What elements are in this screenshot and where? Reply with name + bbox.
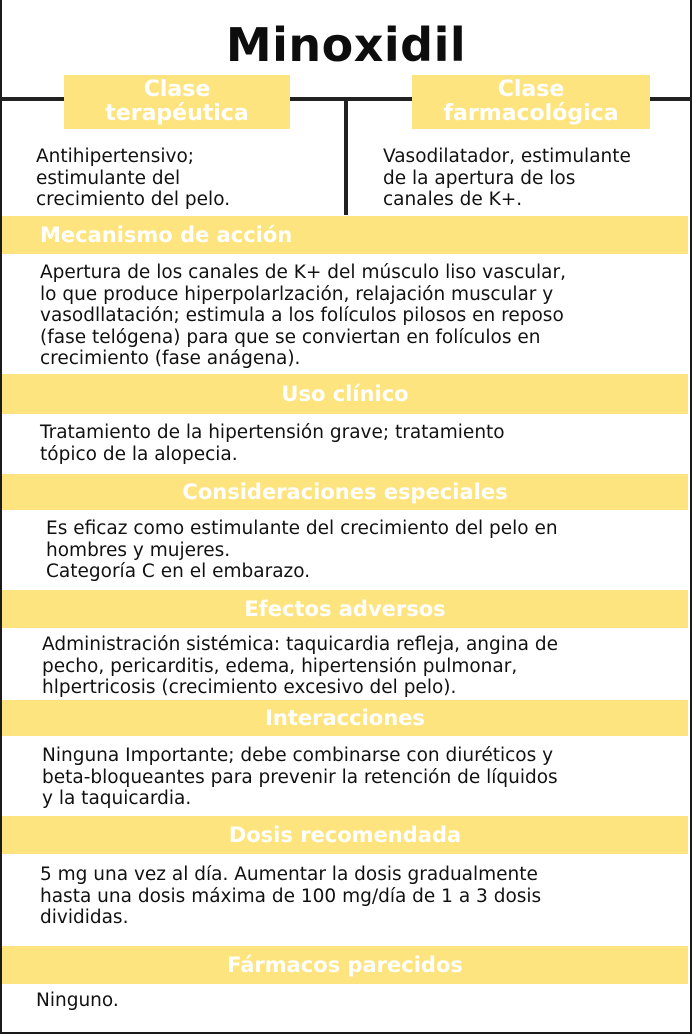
interacciones-text: Ninguna Importante; debe combinarse con diuréticos y beta-bloqueantes para prevenir la retención de líquidos y la taquicardia. [42,745,558,809]
dosis-label: Dosis recomendada [2,816,688,854]
uso-clinico-text: Tratamiento de la hipertensión grave; tratamiento tópico de la alopecia. [40,422,505,465]
column-divider [344,97,348,215]
mecanismo-text: Apertura de los canales de K+ del músculo liso vascular, lo que produce hiperpolarlzación, relajación muscular y vasodllatación; estimula a los folículos pilosos en reposo (fase telógena) para que se conviertan en folículos en crecimiento (fase anágena). [40,262,566,369]
consideraciones-text: Es eficaz como estimulante del crecimiento del pelo en hombres y mujeres. Categoría C en el embarazo. [46,518,558,582]
clase-farmacologica-label: Clase farmacológica [412,75,650,129]
farmacos-parecidos-text: Ninguno. [36,990,119,1011]
clase-terapeutica-label: Clase terapéutica [64,75,290,129]
clase-farmacologica-text: Vasodilatador, estimulante de la apertura de los canales de K+. [383,146,631,210]
dosis-text: 5 mg una vez al día. Aumentar la dosis gradualmente hasta una dosis máxima de 100 mg/día de 1 a 3 dosis divididas. [40,864,542,928]
efectos-adversos-text: Administración sistémica: taquicardia refleja, angina de pecho, pericarditis, edema, hipertensión pulmonar, hlpertricosis (crecimiento excesivo del pelo). [42,634,558,698]
clase-terapeutica-text: Antihipertensivo; estimulante del crecimiento del pelo. [36,146,231,210]
efectos-adversos-label: Efectos adversos [2,590,688,628]
uso-clinico-label: Uso clínico [2,374,688,414]
farmacos-parecidos-label: Fármacos parecidos [2,946,688,984]
mecanismo-label: Mecanismo de acción [2,216,688,254]
consideraciones-label: Consideraciones especiales [2,474,688,510]
interacciones-label: Interacciones [2,700,688,736]
drug-title: Minoxidil [225,18,467,72]
